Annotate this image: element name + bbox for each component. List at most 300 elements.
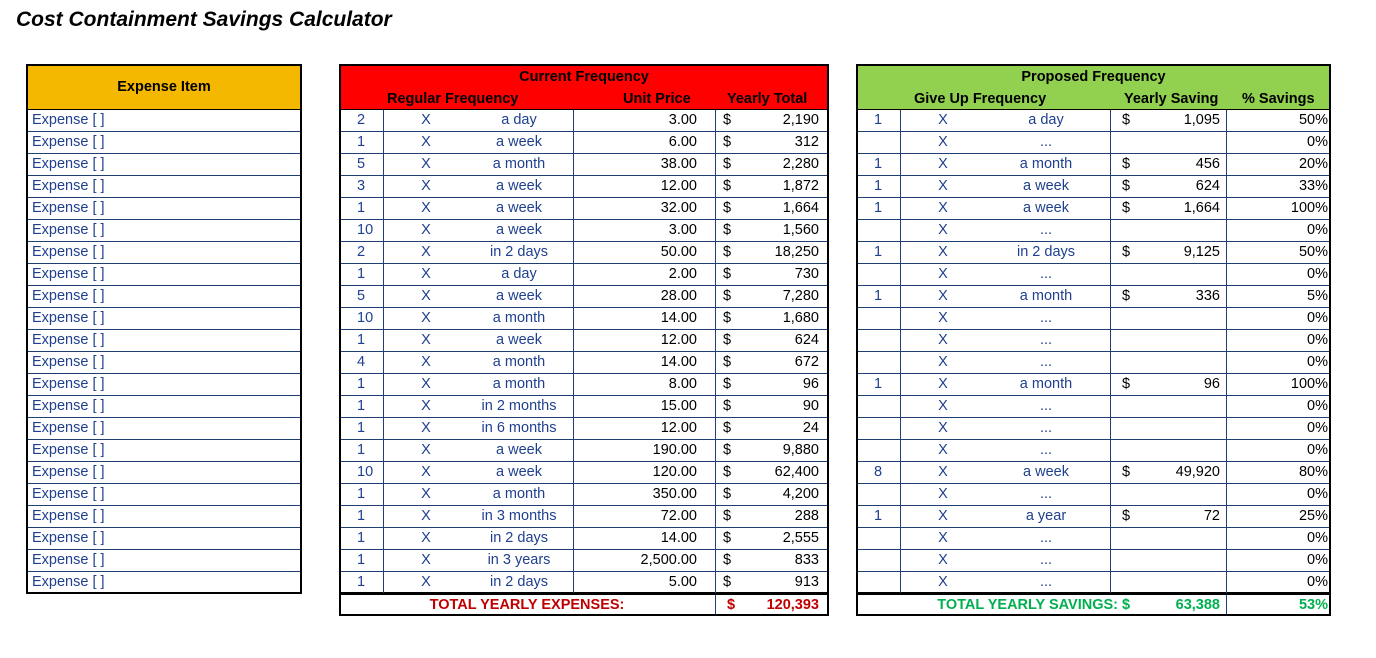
unit-price-input[interactable]: 5.00 bbox=[668, 574, 697, 590]
pct-savings-value: 0% bbox=[1307, 222, 1328, 238]
proposed-period-select[interactable]: ... bbox=[1039, 486, 1053, 502]
current-qty-input[interactable]: 1 bbox=[357, 442, 366, 458]
current-qty-input[interactable]: 10 bbox=[357, 222, 374, 238]
yearly-total-value: 4,200 bbox=[782, 486, 819, 502]
proposed-row bbox=[858, 506, 1329, 528]
current-period-select[interactable]: a week bbox=[496, 288, 542, 304]
unit-price-input[interactable]: 38.00 bbox=[660, 156, 697, 172]
current-period-select[interactable]: in 3 months bbox=[481, 508, 557, 524]
yearly-saving-value: 49,920 bbox=[1175, 464, 1220, 480]
proposed-qty-input[interactable] bbox=[874, 572, 898, 593]
yearly-total-value: 90 bbox=[802, 398, 819, 414]
current-qty-input[interactable]: 2 bbox=[357, 112, 366, 128]
current-period-select[interactable]: a day bbox=[501, 112, 537, 128]
pct-savings-value: 20% bbox=[1298, 156, 1328, 172]
proposed-period-select[interactable]: ... bbox=[1039, 222, 1053, 238]
pct-savings-value: 0% bbox=[1307, 486, 1328, 502]
current-qty-input[interactable]: 1 bbox=[357, 398, 366, 414]
current-qty-input[interactable]: 1 bbox=[357, 574, 366, 590]
yearly-saving-value bbox=[1140, 528, 1220, 549]
current-row bbox=[341, 484, 827, 506]
unit-price-input[interactable]: 6.00 bbox=[668, 134, 697, 150]
pct-savings-value: 100% bbox=[1290, 200, 1328, 216]
currency-symbol: $ bbox=[723, 200, 732, 216]
total-savings-label: TOTAL YEARLY SAVINGS: bbox=[937, 597, 1118, 613]
current-row bbox=[341, 286, 827, 308]
current-qty-input[interactable]: 5 bbox=[357, 288, 366, 304]
proposed-qty-input[interactable]: 1 bbox=[874, 376, 883, 392]
unit-price-input[interactable]: 12.00 bbox=[660, 332, 697, 348]
page-title: Cost Containment Savings Calculator bbox=[16, 8, 392, 31]
times-symbol: X bbox=[421, 508, 431, 524]
unit-price-input[interactable]: 350.00 bbox=[652, 486, 697, 502]
pct-savings-value: 33% bbox=[1298, 178, 1328, 194]
unit-price-input[interactable]: 12.00 bbox=[660, 420, 697, 436]
proposed-row bbox=[858, 110, 1329, 132]
proposed-period-select[interactable]: in 2 days bbox=[1016, 244, 1076, 260]
yearly-saving-value bbox=[1140, 132, 1220, 153]
unit-price-input[interactable]: 3.00 bbox=[668, 222, 697, 238]
unit-price-input[interactable]: 12.00 bbox=[660, 178, 697, 194]
current-qty-input[interactable]: 1 bbox=[357, 376, 366, 392]
times-symbol: X bbox=[938, 398, 948, 414]
expense-row bbox=[28, 154, 300, 176]
total-savings-currency: $ bbox=[1122, 597, 1131, 613]
current-period-select[interactable]: a week bbox=[496, 200, 542, 216]
proposed-qty-input[interactable] bbox=[874, 220, 898, 241]
yearly-saving-value bbox=[1140, 220, 1220, 241]
yearly-saving-value bbox=[1140, 308, 1220, 329]
yearly-total-value: 730 bbox=[794, 266, 819, 282]
times-symbol: X bbox=[421, 288, 431, 304]
unit-price-input[interactable]: 50.00 bbox=[660, 244, 697, 260]
expense-item-input[interactable]: Expense [ ] bbox=[32, 398, 105, 414]
times-symbol: X bbox=[421, 420, 431, 436]
currency-symbol: $ bbox=[723, 508, 732, 524]
proposed-period-select[interactable]: ... bbox=[1039, 134, 1053, 150]
current-frequency-table bbox=[339, 64, 829, 594]
current-qty-input[interactable]: 10 bbox=[357, 464, 374, 480]
pct-savings-value: 0% bbox=[1307, 134, 1328, 150]
expense-row bbox=[28, 396, 300, 418]
expense-row bbox=[28, 374, 300, 396]
times-symbol: X bbox=[421, 222, 431, 238]
times-symbol: X bbox=[938, 134, 948, 150]
expense-row bbox=[28, 286, 300, 308]
current-qty-input[interactable]: 10 bbox=[357, 310, 374, 326]
times-symbol: X bbox=[938, 288, 948, 304]
proposed-qty-input[interactable] bbox=[874, 528, 898, 549]
proposed-row bbox=[858, 330, 1329, 352]
current-qty-input[interactable]: 2 bbox=[357, 244, 366, 260]
currency-symbol: $ bbox=[723, 552, 732, 568]
currency-symbol: $ bbox=[723, 266, 732, 282]
expense-row bbox=[28, 572, 300, 594]
total-expenses-currency: $ bbox=[727, 597, 736, 613]
expense-row bbox=[28, 484, 300, 506]
unit-price-input[interactable]: 14.00 bbox=[660, 354, 697, 370]
expense-row bbox=[28, 220, 300, 242]
total-expenses-label: TOTAL YEARLY EXPENSES: bbox=[429, 597, 625, 613]
pct-savings-value: 25% bbox=[1298, 508, 1328, 524]
current-qty-input[interactable]: 1 bbox=[357, 552, 366, 568]
proposed-row bbox=[858, 286, 1329, 308]
current-period-select[interactable]: a month bbox=[492, 156, 546, 172]
current-row bbox=[341, 572, 827, 594]
proposed-qty-input[interactable] bbox=[874, 132, 898, 153]
expense-item-input[interactable]: Expense [ ] bbox=[32, 112, 105, 128]
expense-item-input[interactable]: Expense [ ] bbox=[32, 552, 105, 568]
proposed-period-select[interactable]: ... bbox=[1039, 552, 1053, 568]
pct-savings-value: 0% bbox=[1307, 420, 1328, 436]
pct-savings-value: 0% bbox=[1307, 332, 1328, 348]
currency-symbol: $ bbox=[723, 244, 732, 260]
yearly-total-value: 288 bbox=[794, 508, 819, 524]
expense-row bbox=[28, 132, 300, 154]
current-period-select[interactable]: a day bbox=[501, 266, 537, 282]
times-symbol: X bbox=[421, 530, 431, 546]
proposed-row bbox=[858, 176, 1329, 198]
current-row bbox=[341, 132, 827, 154]
proposed-period-select[interactable]: ... bbox=[1039, 420, 1053, 436]
proposed-period-select[interactable]: ... bbox=[1039, 354, 1053, 370]
pct-savings-value: 0% bbox=[1307, 398, 1328, 414]
currency-symbol: $ bbox=[723, 464, 732, 480]
expense-item-input[interactable]: Expense [ ] bbox=[32, 178, 105, 194]
current-row bbox=[341, 154, 827, 176]
current-period-select[interactable]: a month bbox=[492, 310, 546, 326]
currency-symbol: $ bbox=[723, 156, 732, 172]
current-row bbox=[341, 176, 827, 198]
proposed-qty-input[interactable] bbox=[874, 396, 898, 417]
times-symbol: X bbox=[938, 178, 948, 194]
current-qty-input[interactable]: 1 bbox=[357, 266, 366, 282]
current-row bbox=[341, 418, 827, 440]
times-symbol: X bbox=[938, 266, 948, 282]
proposed-period-select[interactable]: ... bbox=[1039, 266, 1053, 282]
unit-price-input[interactable]: 8.00 bbox=[668, 376, 697, 392]
proposed-qty-input[interactable]: 1 bbox=[874, 244, 883, 260]
proposed-qty-input[interactable]: 1 bbox=[874, 112, 883, 128]
proposed-col-pct-savings: % Savings bbox=[1242, 91, 1315, 107]
current-period-select[interactable]: in 3 years bbox=[487, 552, 551, 568]
yearly-total-value: 672 bbox=[794, 354, 819, 370]
proposed-period-select[interactable]: a month bbox=[1019, 376, 1073, 392]
times-symbol: X bbox=[421, 354, 431, 370]
proposed-qty-input[interactable] bbox=[874, 352, 898, 373]
unit-price-input[interactable]: 190.00 bbox=[652, 442, 697, 458]
currency-symbol: $ bbox=[723, 310, 732, 326]
times-symbol: X bbox=[421, 310, 431, 326]
current-period-select[interactable]: a month bbox=[492, 354, 546, 370]
current-header bbox=[341, 66, 827, 110]
proposed-qty-input[interactable] bbox=[874, 418, 898, 439]
times-symbol: X bbox=[421, 332, 431, 348]
yearly-total-value: 1,680 bbox=[782, 310, 819, 326]
expense-item-input[interactable]: Expense [ ] bbox=[32, 244, 105, 260]
expense-row bbox=[28, 198, 300, 220]
expense-row bbox=[28, 440, 300, 462]
expense-item-input[interactable]: Expense [ ] bbox=[32, 200, 105, 216]
expense-item-input[interactable]: Expense [ ] bbox=[32, 464, 105, 480]
expense-item-input[interactable]: Expense [ ] bbox=[32, 288, 105, 304]
times-symbol: X bbox=[421, 376, 431, 392]
times-symbol: X bbox=[421, 398, 431, 414]
proposed-qty-input[interactable]: 1 bbox=[874, 156, 883, 172]
currency-symbol: $ bbox=[723, 376, 732, 392]
expense-item-input[interactable]: Expense [ ] bbox=[32, 530, 105, 546]
current-period-select[interactable]: in 6 months bbox=[481, 420, 557, 436]
expense-row bbox=[28, 264, 300, 286]
currency-symbol: $ bbox=[723, 134, 732, 150]
expense-item-input[interactable]: Expense [ ] bbox=[32, 222, 105, 238]
currency-symbol: $ bbox=[1122, 464, 1131, 480]
current-row bbox=[341, 110, 827, 132]
proposed-qty-input[interactable] bbox=[874, 308, 898, 329]
expense-item-input[interactable]: Expense [ ] bbox=[32, 156, 105, 172]
current-qty-input[interactable]: 1 bbox=[357, 420, 366, 436]
pct-savings-value: 0% bbox=[1307, 530, 1328, 546]
expense-header-label: Expense Item bbox=[117, 79, 211, 95]
currency-symbol: $ bbox=[1122, 376, 1131, 392]
unit-price-input[interactable]: 14.00 bbox=[660, 310, 697, 326]
current-period-select[interactable]: a week bbox=[496, 134, 542, 150]
proposed-row bbox=[858, 154, 1329, 176]
current-header-title: Current Frequency bbox=[519, 69, 649, 85]
current-qty-input[interactable]: 1 bbox=[357, 508, 366, 524]
proposed-row bbox=[858, 198, 1329, 220]
times-symbol: X bbox=[938, 354, 948, 370]
yearly-total-value: 2,280 bbox=[782, 156, 819, 172]
yearly-saving-value bbox=[1140, 550, 1220, 571]
proposed-qty-input[interactable]: 1 bbox=[874, 200, 883, 216]
total-savings-pct: 53% bbox=[1298, 597, 1328, 613]
proposed-period-select[interactable]: a week bbox=[1023, 200, 1069, 216]
proposed-row bbox=[858, 374, 1329, 396]
current-row bbox=[341, 264, 827, 286]
yearly-total-value: 312 bbox=[794, 134, 819, 150]
yearly-saving-value bbox=[1140, 330, 1220, 351]
proposed-period-select[interactable]: a year bbox=[1025, 508, 1067, 524]
current-rows bbox=[341, 110, 827, 594]
yearly-total-value: 62,400 bbox=[774, 464, 819, 480]
unit-price-input[interactable]: 15.00 bbox=[660, 398, 697, 414]
times-symbol: X bbox=[421, 112, 431, 128]
proposed-row bbox=[858, 550, 1329, 572]
currency-symbol: $ bbox=[723, 288, 732, 304]
yearly-saving-value bbox=[1140, 418, 1220, 439]
proposed-qty-input[interactable] bbox=[874, 484, 898, 505]
expense-item-input[interactable]: Expense [ ] bbox=[32, 376, 105, 392]
expense-item-input[interactable]: Expense [ ] bbox=[32, 574, 105, 590]
pct-savings-value: 80% bbox=[1298, 464, 1328, 480]
proposed-col-frequency: Give Up Frequency bbox=[914, 91, 1047, 107]
current-period-select[interactable]: in 2 days bbox=[489, 244, 549, 260]
proposed-row bbox=[858, 242, 1329, 264]
currency-symbol: $ bbox=[723, 486, 732, 502]
proposed-qty-input[interactable]: 1 bbox=[874, 508, 883, 524]
proposed-row bbox=[858, 418, 1329, 440]
pct-savings-value: 0% bbox=[1307, 574, 1328, 590]
current-row bbox=[341, 220, 827, 242]
current-period-select[interactable]: a month bbox=[492, 486, 546, 502]
current-col-frequency: Regular Frequency bbox=[387, 91, 519, 107]
proposed-period-select[interactable]: a month bbox=[1019, 288, 1073, 304]
yearly-total-value: 2,190 bbox=[782, 112, 819, 128]
times-symbol: X bbox=[938, 310, 948, 326]
unit-price-input[interactable]: 32.00 bbox=[660, 200, 697, 216]
times-symbol: X bbox=[421, 574, 431, 590]
current-period-select[interactable]: in 2 days bbox=[489, 530, 549, 546]
current-period-select[interactable]: a week bbox=[496, 178, 542, 194]
times-symbol: X bbox=[938, 530, 948, 546]
current-period-select[interactable]: a week bbox=[496, 222, 542, 238]
current-row bbox=[341, 330, 827, 352]
current-period-select[interactable]: in 2 months bbox=[481, 398, 557, 414]
currency-symbol: $ bbox=[1122, 156, 1131, 172]
current-row bbox=[341, 308, 827, 330]
expense-row bbox=[28, 242, 300, 264]
current-qty-input[interactable]: 1 bbox=[357, 332, 366, 348]
expense-table bbox=[26, 64, 302, 594]
currency-symbol: $ bbox=[1122, 112, 1131, 128]
unit-price-input[interactable]: 28.00 bbox=[660, 288, 697, 304]
proposed-row bbox=[858, 396, 1329, 418]
total-expenses-value: 120,393 bbox=[766, 597, 819, 613]
yearly-saving-value: 624 bbox=[1195, 178, 1220, 194]
proposed-qty-input[interactable] bbox=[874, 440, 898, 461]
expense-item-input[interactable]: Expense [ ] bbox=[32, 310, 105, 326]
unit-price-input[interactable]: 120.00 bbox=[652, 464, 697, 480]
proposed-period-select[interactable]: ... bbox=[1039, 442, 1053, 458]
proposed-period-select[interactable]: a day bbox=[1028, 112, 1064, 128]
proposed-row bbox=[858, 220, 1329, 242]
expense-item-input[interactable]: Expense [ ] bbox=[32, 134, 105, 150]
current-row bbox=[341, 462, 827, 484]
proposed-qty-input[interactable]: 8 bbox=[874, 464, 883, 480]
current-period-select[interactable]: a month bbox=[492, 376, 546, 392]
unit-price-input[interactable]: 3.00 bbox=[668, 112, 697, 128]
yearly-saving-value bbox=[1140, 264, 1220, 285]
times-symbol: X bbox=[938, 420, 948, 436]
expense-row bbox=[28, 550, 300, 572]
unit-price-input[interactable]: 72.00 bbox=[660, 508, 697, 524]
times-symbol: X bbox=[938, 332, 948, 348]
expense-row bbox=[28, 506, 300, 528]
current-qty-input[interactable]: 5 bbox=[357, 156, 366, 172]
currency-symbol: $ bbox=[723, 398, 732, 414]
proposed-period-select[interactable]: a month bbox=[1019, 156, 1073, 172]
yearly-total-value: 833 bbox=[794, 552, 819, 568]
currency-symbol: $ bbox=[1122, 508, 1131, 524]
current-period-select[interactable]: in 2 days bbox=[489, 574, 549, 590]
proposed-row bbox=[858, 484, 1329, 506]
yearly-saving-value: 9,125 bbox=[1183, 244, 1220, 260]
currency-symbol: $ bbox=[1122, 288, 1131, 304]
proposed-period-select[interactable]: ... bbox=[1039, 332, 1053, 348]
times-symbol: X bbox=[938, 442, 948, 458]
expense-item-input[interactable]: Expense [ ] bbox=[32, 442, 105, 458]
currency-symbol: $ bbox=[723, 574, 732, 590]
proposed-period-select[interactable]: ... bbox=[1039, 398, 1053, 414]
current-qty-input[interactable]: 1 bbox=[357, 530, 366, 546]
currency-symbol: $ bbox=[1122, 178, 1131, 194]
yearly-saving-value bbox=[1140, 352, 1220, 373]
expense-item-input[interactable]: Expense [ ] bbox=[32, 266, 105, 282]
currency-symbol: $ bbox=[1122, 244, 1131, 260]
proposed-period-select[interactable]: a week bbox=[1023, 464, 1069, 480]
pct-savings-value: 50% bbox=[1298, 112, 1328, 128]
total-savings-row bbox=[856, 593, 1331, 616]
proposed-period-select[interactable]: ... bbox=[1039, 530, 1053, 546]
proposed-qty-input[interactable] bbox=[874, 264, 898, 285]
yearly-total-value: 7,280 bbox=[782, 288, 819, 304]
times-symbol: X bbox=[421, 244, 431, 260]
yearly-saving-value bbox=[1140, 396, 1220, 417]
current-period-select[interactable]: a week bbox=[496, 442, 542, 458]
unit-price-input[interactable]: 14.00 bbox=[660, 530, 697, 546]
unit-price-input[interactable]: 2.00 bbox=[668, 266, 697, 282]
yearly-saving-value: 1,095 bbox=[1183, 112, 1220, 128]
proposed-qty-input[interactable]: 1 bbox=[874, 288, 883, 304]
expense-item-input[interactable]: Expense [ ] bbox=[32, 332, 105, 348]
times-symbol: X bbox=[938, 200, 948, 216]
proposed-qty-input[interactable] bbox=[874, 330, 898, 351]
proposed-qty-input[interactable]: 1 bbox=[874, 178, 883, 194]
proposed-row bbox=[858, 462, 1329, 484]
times-symbol: X bbox=[421, 552, 431, 568]
expense-item-input[interactable]: Expense [ ] bbox=[32, 354, 105, 370]
expense-item-input[interactable]: Expense [ ] bbox=[32, 420, 105, 436]
current-qty-input[interactable]: 1 bbox=[357, 200, 366, 216]
current-row bbox=[341, 374, 827, 396]
proposed-period-select[interactable]: ... bbox=[1039, 310, 1053, 326]
current-row bbox=[341, 396, 827, 418]
current-qty-input[interactable]: 1 bbox=[357, 486, 366, 502]
proposed-qty-input[interactable] bbox=[874, 550, 898, 571]
times-symbol: X bbox=[421, 442, 431, 458]
expense-row bbox=[28, 110, 300, 132]
times-symbol: X bbox=[938, 508, 948, 524]
times-symbol: X bbox=[938, 244, 948, 260]
proposed-period-select[interactable]: ... bbox=[1039, 574, 1053, 590]
expense-row bbox=[28, 528, 300, 550]
expense-item-input[interactable]: Expense [ ] bbox=[32, 508, 105, 524]
proposed-rows bbox=[858, 110, 1329, 594]
current-qty-input[interactable]: 4 bbox=[357, 354, 366, 370]
times-symbol: X bbox=[938, 222, 948, 238]
pct-savings-value: 0% bbox=[1307, 354, 1328, 370]
currency-symbol: $ bbox=[723, 178, 732, 194]
proposed-row bbox=[858, 308, 1329, 330]
proposed-frequency-table bbox=[856, 64, 1331, 594]
current-row bbox=[341, 242, 827, 264]
current-period-select[interactable]: a week bbox=[496, 464, 542, 480]
times-symbol: X bbox=[421, 486, 431, 502]
current-period-select[interactable]: a week bbox=[496, 332, 542, 348]
unit-price-input[interactable]: 2,500.00 bbox=[640, 552, 697, 568]
proposed-row bbox=[858, 264, 1329, 286]
current-qty-input[interactable]: 1 bbox=[357, 134, 366, 150]
yearly-saving-value: 336 bbox=[1195, 288, 1220, 304]
expense-item-input[interactable]: Expense [ ] bbox=[32, 486, 105, 502]
yearly-saving-value bbox=[1140, 572, 1220, 593]
times-symbol: X bbox=[938, 486, 948, 502]
proposed-period-select[interactable]: a week bbox=[1023, 178, 1069, 194]
yearly-total-value: 1,872 bbox=[782, 178, 819, 194]
currency-symbol: $ bbox=[723, 332, 732, 348]
current-qty-input[interactable]: 3 bbox=[357, 178, 366, 194]
